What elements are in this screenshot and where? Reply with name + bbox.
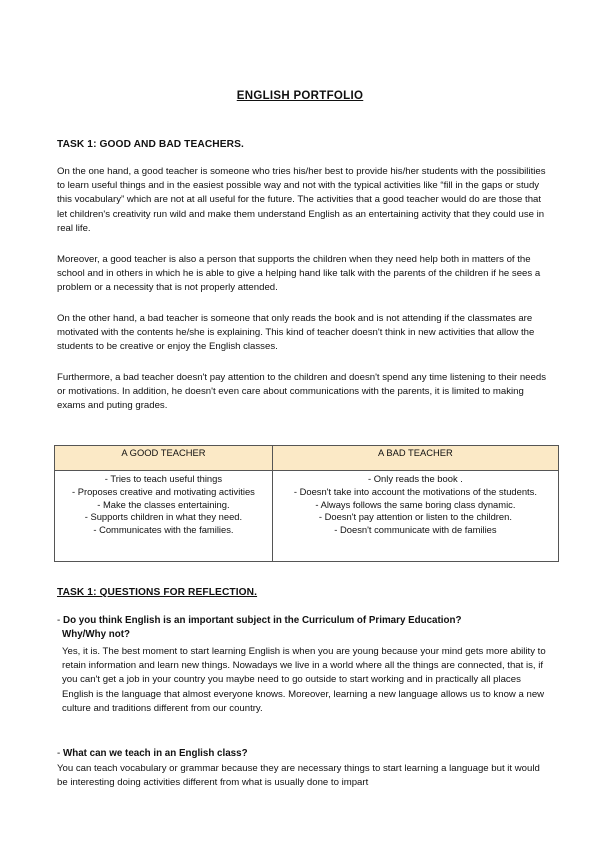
question-2 — [57, 747, 557, 761]
paragraph-good-teacher-2: Moreover, a good teacher is also a person that supports the children when they need help both in matters of the school and in others in which he is able to give a helping hand like talk with the parents of the children if he sees a problem or a necessity that is not properly attended. — [57, 254, 541, 294]
bad-trait: - Always follows the same boring class dynamic. — [315, 498, 516, 510]
question-dash: - — [57, 748, 61, 759]
reflection-heading: TASK 1: QUESTIONS FOR REFLECTION. — [57, 587, 258, 598]
table-header-row — [55, 446, 559, 471]
bad-trait: - Only reads the book . — [368, 473, 463, 484]
bad-trait: - Doesn't communicate with de families — [334, 524, 497, 536]
answer-1: Yes, it is. The best moment to start learning English is when you are young because your mind gets more ability to retain information and learn new things. Nowadays we live in a world where all the things are connected, that is, if you can't get a job in your country you maybe need to go outside to start working and in practically all places English is the language that almost everyone knows. Moreover, learning a new language allows us to know a new culture and traditions different from our country. — [62, 646, 546, 714]
bad-teacher-cell — [272, 471, 558, 562]
bad-trait: - Doesn't pay attention or listen to the children. — [318, 511, 512, 523]
good-trait: - Supports children in what they need. — [84, 511, 243, 523]
good-trait: - Make the classes entertaining. — [97, 498, 230, 510]
good-trait: - Proposes creative and motivating activities — [71, 485, 255, 497]
comparison-table — [54, 445, 559, 562]
answer-2: You can teach vocabulary or grammar because they are necessary things to start learning a language but it would be interesting doing activities different from what is usually done to impart — [57, 763, 540, 789]
task1-heading: TASK 1: GOOD AND BAD TEACHERS. — [57, 139, 244, 150]
paragraph-bad-teacher-2: Furthermore, a bad teacher doesn't pay attention to the children and doesn't spend any time listening to their needs or motivations. In addition, he doesn't even care about communications with the parents, it is limited to making exams and puting grades. — [57, 372, 546, 412]
good-teacher-cell — [55, 471, 273, 562]
header-bad-teacher: A BAD TEACHER — [272, 446, 558, 471]
good-trait: - Tries to teach useful things — [104, 473, 223, 484]
question-2-text: What can we teach in an English class? — [63, 748, 248, 759]
good-trait: - Communicates with the families. — [93, 524, 234, 536]
question-1 — [57, 614, 557, 642]
header-good-teacher: A GOOD TEACHER — [55, 446, 273, 471]
paragraph-good-teacher-1: On the one hand, a good teacher is someone who tries his/her best to provide his/her students with the possibilities to learn useful things and in the easiest possible way and not with the typical activities like “fill in the gaps or study this vocabulary” which are not at all useful for the future. The activities that a good teacher would do are those that let children's creativity run wild and make them understand English as an entertaining activity that they could use in real life. — [57, 166, 546, 234]
paragraph-bad-teacher-1: On the other hand, a bad teacher is someone that only reads the book and is not attending if the classmates are motivated with the contents he/she is explaining. This kind of teacher doesn't think in new activities that allow the students to be creative or enjoy the English classes. — [57, 313, 535, 353]
document-title: ENGLISH PORTFOLIO — [236, 90, 364, 102]
question-1-text: Do you think English is an important subject in the Curriculum of Primary Education? — [63, 615, 462, 626]
bad-trait: - Doesn't take into account the motivations of the students. — [293, 485, 537, 497]
question-1-followup: Why/Why not? — [62, 629, 131, 640]
table-row — [55, 471, 559, 562]
question-dash: - — [57, 615, 61, 626]
